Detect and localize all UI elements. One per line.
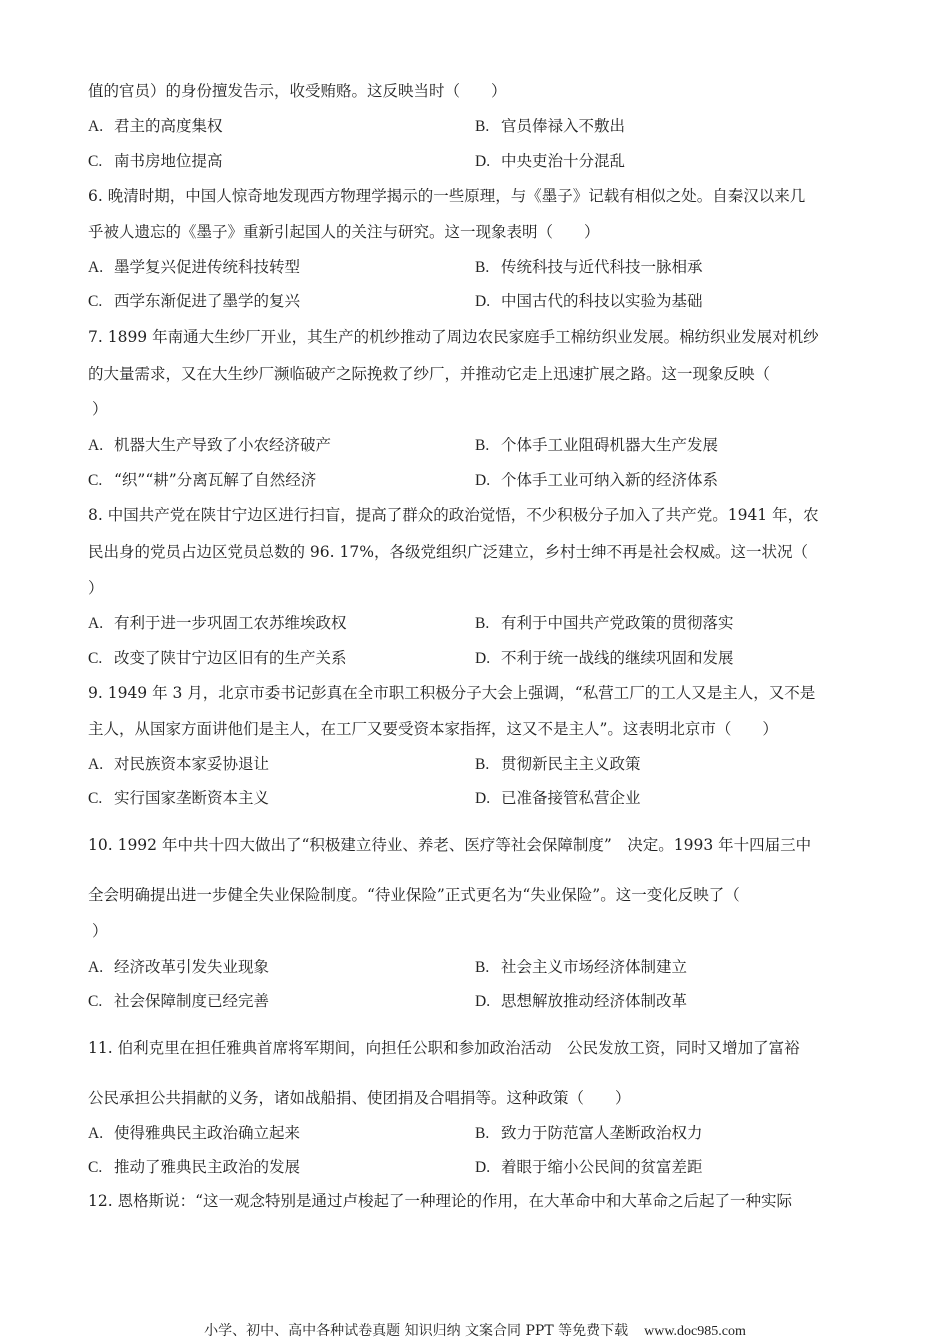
option-label: A.: [88, 118, 104, 135]
option-label: B.: [475, 756, 490, 773]
option-label: A.: [88, 437, 104, 454]
footer-text: 小学、初中、高中各种试卷真题 知识归纳 文案合同 PPT 等免费下载: [204, 1323, 629, 1339]
option-text: 改变了陕甘宁边区旧有的生产关系: [114, 649, 347, 667]
q5-stem-line: 值的官员）的身份擅发告示，收受贿赂。这反映当时（ ）: [88, 82, 507, 100]
option-text: 推动了雅典民主政治的发展: [114, 1158, 301, 1176]
option-label: D.: [475, 993, 491, 1010]
q7-stem-line-3: ）: [92, 400, 108, 418]
q9-stem-line-1: 9. 1949 年 3 月，北京市委书记彭真在全市职工积极分子大会上强调，“私营工厂的工人又是主人，又不是: [88, 684, 816, 702]
q7-option-b[interactable]: [475, 434, 718, 457]
option-text: 个体手工业阻碍机器大生产发展: [501, 436, 719, 454]
q8-stem-line-2: 民出身的党员占边区党员总数的 96. 17%，各级党组织广泛建立，乡村士绅不再是社会权威。这一状况（: [88, 543, 808, 561]
option-label: B.: [475, 118, 490, 135]
option-label: C.: [88, 153, 103, 170]
option-label: A.: [88, 259, 104, 276]
q10-option-c[interactable]: [88, 990, 269, 1013]
option-label: B.: [475, 615, 490, 632]
q10-option-a[interactable]: [88, 956, 269, 979]
option-label: C.: [88, 1159, 103, 1176]
option-text: 贯彻新民主主义政策: [501, 755, 641, 773]
q6-option-c[interactable]: [88, 290, 300, 313]
q7-stem-line-2: 的大量需求，又在大生纱厂濒临破产之际挽救了纱厂，并推动它走上迅速扩展之路。这一现象反映（: [88, 365, 771, 383]
q10-option-b[interactable]: [475, 956, 687, 979]
option-label: D.: [475, 650, 491, 667]
q10-stem-line-1: 10. 1992 年中共十四大做出了“积极建立待业、养老、医疗等社会保障制度” 决定。1993 年十四届三中: [88, 836, 812, 854]
q6-option-b[interactable]: [475, 256, 703, 279]
option-label: D.: [475, 790, 491, 807]
option-label: C.: [88, 472, 103, 489]
option-text: 有利于进一步巩固工农苏维埃政权: [114, 614, 347, 632]
option-label: D.: [475, 1159, 491, 1176]
q6-stem-line-1: 6. 晚清时期，中国人惊奇地发现西方物理学揭示的一些原理，与《墨子》记载有相似之处。自秦汉以来几: [88, 187, 806, 205]
option-label: B.: [475, 959, 490, 976]
q7-stem-line-1: 7. 1899 年南通大生纱厂开业，其生产的机纱推动了周边农民家庭手工棉纺织业发展。棉纺织业发展对机纱: [88, 328, 819, 346]
q11-option-a[interactable]: [88, 1122, 300, 1145]
option-text: 不利于统一战线的继续巩固和发展: [501, 649, 734, 667]
q7-option-d[interactable]: [475, 469, 718, 492]
q9-option-a[interactable]: [88, 753, 269, 776]
option-text: 官员俸禄入不敷出: [501, 117, 626, 135]
q8-stem-line-3: ）: [88, 579, 104, 597]
page-footer: [0, 1322, 950, 1341]
q11-option-b[interactable]: [475, 1122, 703, 1145]
option-text: 着眼于缩小公民间的贫富差距: [501, 1158, 703, 1176]
option-text: 使得雅典民主政治确立起来: [114, 1124, 301, 1142]
q9-option-d[interactable]: [475, 787, 641, 810]
option-label: A.: [88, 959, 104, 976]
q8-option-b[interactable]: [475, 612, 734, 635]
q5-option-c[interactable]: [88, 150, 223, 173]
q8-option-d[interactable]: [475, 647, 734, 670]
option-label: B.: [475, 437, 490, 454]
q10-stem-line-2: 全会明确提出进一步健全失业保险制度。“待业保险”正式更名为“失业保险”。这一变化反映了（: [88, 886, 740, 904]
option-text: 有利于中国共产党政策的贯彻落实: [501, 614, 734, 632]
q10-option-d[interactable]: [475, 990, 687, 1013]
q5-option-a[interactable]: [88, 115, 223, 138]
option-text: 致力于防范富人垄断政治权力: [501, 1124, 703, 1142]
footer-site-link[interactable]: www.doc985.com: [644, 1324, 746, 1339]
q11-option-d[interactable]: [475, 1156, 703, 1179]
q5-option-d[interactable]: [475, 150, 625, 173]
option-label: A.: [88, 756, 104, 773]
option-label: D.: [475, 472, 491, 489]
q6-stem-line-2: 乎被人遗忘的《墨子》重新引起国人的关注与研究。这一现象表明（ ）: [88, 223, 600, 241]
q8-option-a[interactable]: [88, 612, 347, 635]
option-text: “织”“耕”分离瓦解了自然经济: [114, 471, 317, 489]
option-label: C.: [88, 993, 103, 1010]
q11-option-c[interactable]: [88, 1156, 300, 1179]
option-text: 对民族资本家妥协退让: [114, 755, 270, 773]
option-label: D.: [475, 293, 491, 310]
option-text: 中央吏治十分混乱: [501, 152, 626, 170]
q9-stem-line-2: 主人，从国家方面讲他们是主人，在工厂又要受资本家指挥，这又不是主人”。这表明北京市（ ）: [88, 720, 778, 738]
option-label: C.: [88, 650, 103, 667]
q6-option-d[interactable]: [475, 290, 703, 313]
option-label: C.: [88, 293, 103, 310]
q6-option-a[interactable]: [88, 256, 300, 279]
option-text: 墨学复兴促进传统科技转型: [114, 258, 301, 276]
option-text: 西学东渐促进了墨学的复兴: [114, 292, 301, 310]
option-text: 社会保障制度已经完善: [114, 992, 270, 1010]
option-text: 南书房地位提高: [114, 152, 223, 170]
option-text: 社会主义市场经济体制建立: [501, 958, 688, 976]
q11-stem-line-1: 11. 伯利克里在担任雅典首席将军期间，向担任公职和参加政治活动 公民发放工资，同时又增加了富裕: [88, 1039, 800, 1057]
option-text: 已准备接管私营企业: [501, 789, 641, 807]
q5-option-b[interactable]: [475, 115, 625, 138]
q11-stem-line-2: 公民承担公共捐献的义务，诸如战船捐、使团捐及合唱捐等。这种政策（ ）: [88, 1089, 631, 1107]
option-text: 中国古代的科技以实验为基础: [501, 292, 703, 310]
q8-stem-line-1: 8. 中国共产党在陕甘宁边区进行扫盲，提高了群众的政治觉悟，不少积极分子加入了共产党。1941 年，农: [88, 506, 819, 524]
option-label: D.: [475, 153, 491, 170]
q10-stem-line-3: ）: [92, 922, 108, 940]
option-text: 机器大生产导致了小农经济破产: [114, 436, 332, 454]
option-text: 经济改革引发失业现象: [114, 958, 270, 976]
option-text: 传统科技与近代科技一脉相承: [501, 258, 703, 276]
option-text: 君主的高度集权: [114, 117, 223, 135]
option-text: 实行国家垄断资本主义: [114, 789, 270, 807]
q9-option-c[interactable]: [88, 787, 269, 810]
option-label: A.: [88, 1125, 104, 1142]
q7-option-a[interactable]: [88, 434, 331, 457]
q7-option-c[interactable]: [88, 469, 316, 492]
q12-stem-line-1: 12. 恩格斯说：“这一观念特别是通过卢梭起了一种理论的作用，在大革命中和大革命之后起了一种实际: [88, 1192, 793, 1210]
option-text: 个体手工业可纳入新的经济体系: [501, 471, 719, 489]
option-label: B.: [475, 259, 490, 276]
option-label: C.: [88, 790, 103, 807]
option-label: B.: [475, 1125, 490, 1142]
q8-option-c[interactable]: [88, 647, 347, 670]
option-text: 思想解放推动经济体制改革: [501, 992, 688, 1010]
q9-option-b[interactable]: [475, 753, 641, 776]
option-label: A.: [88, 615, 104, 632]
